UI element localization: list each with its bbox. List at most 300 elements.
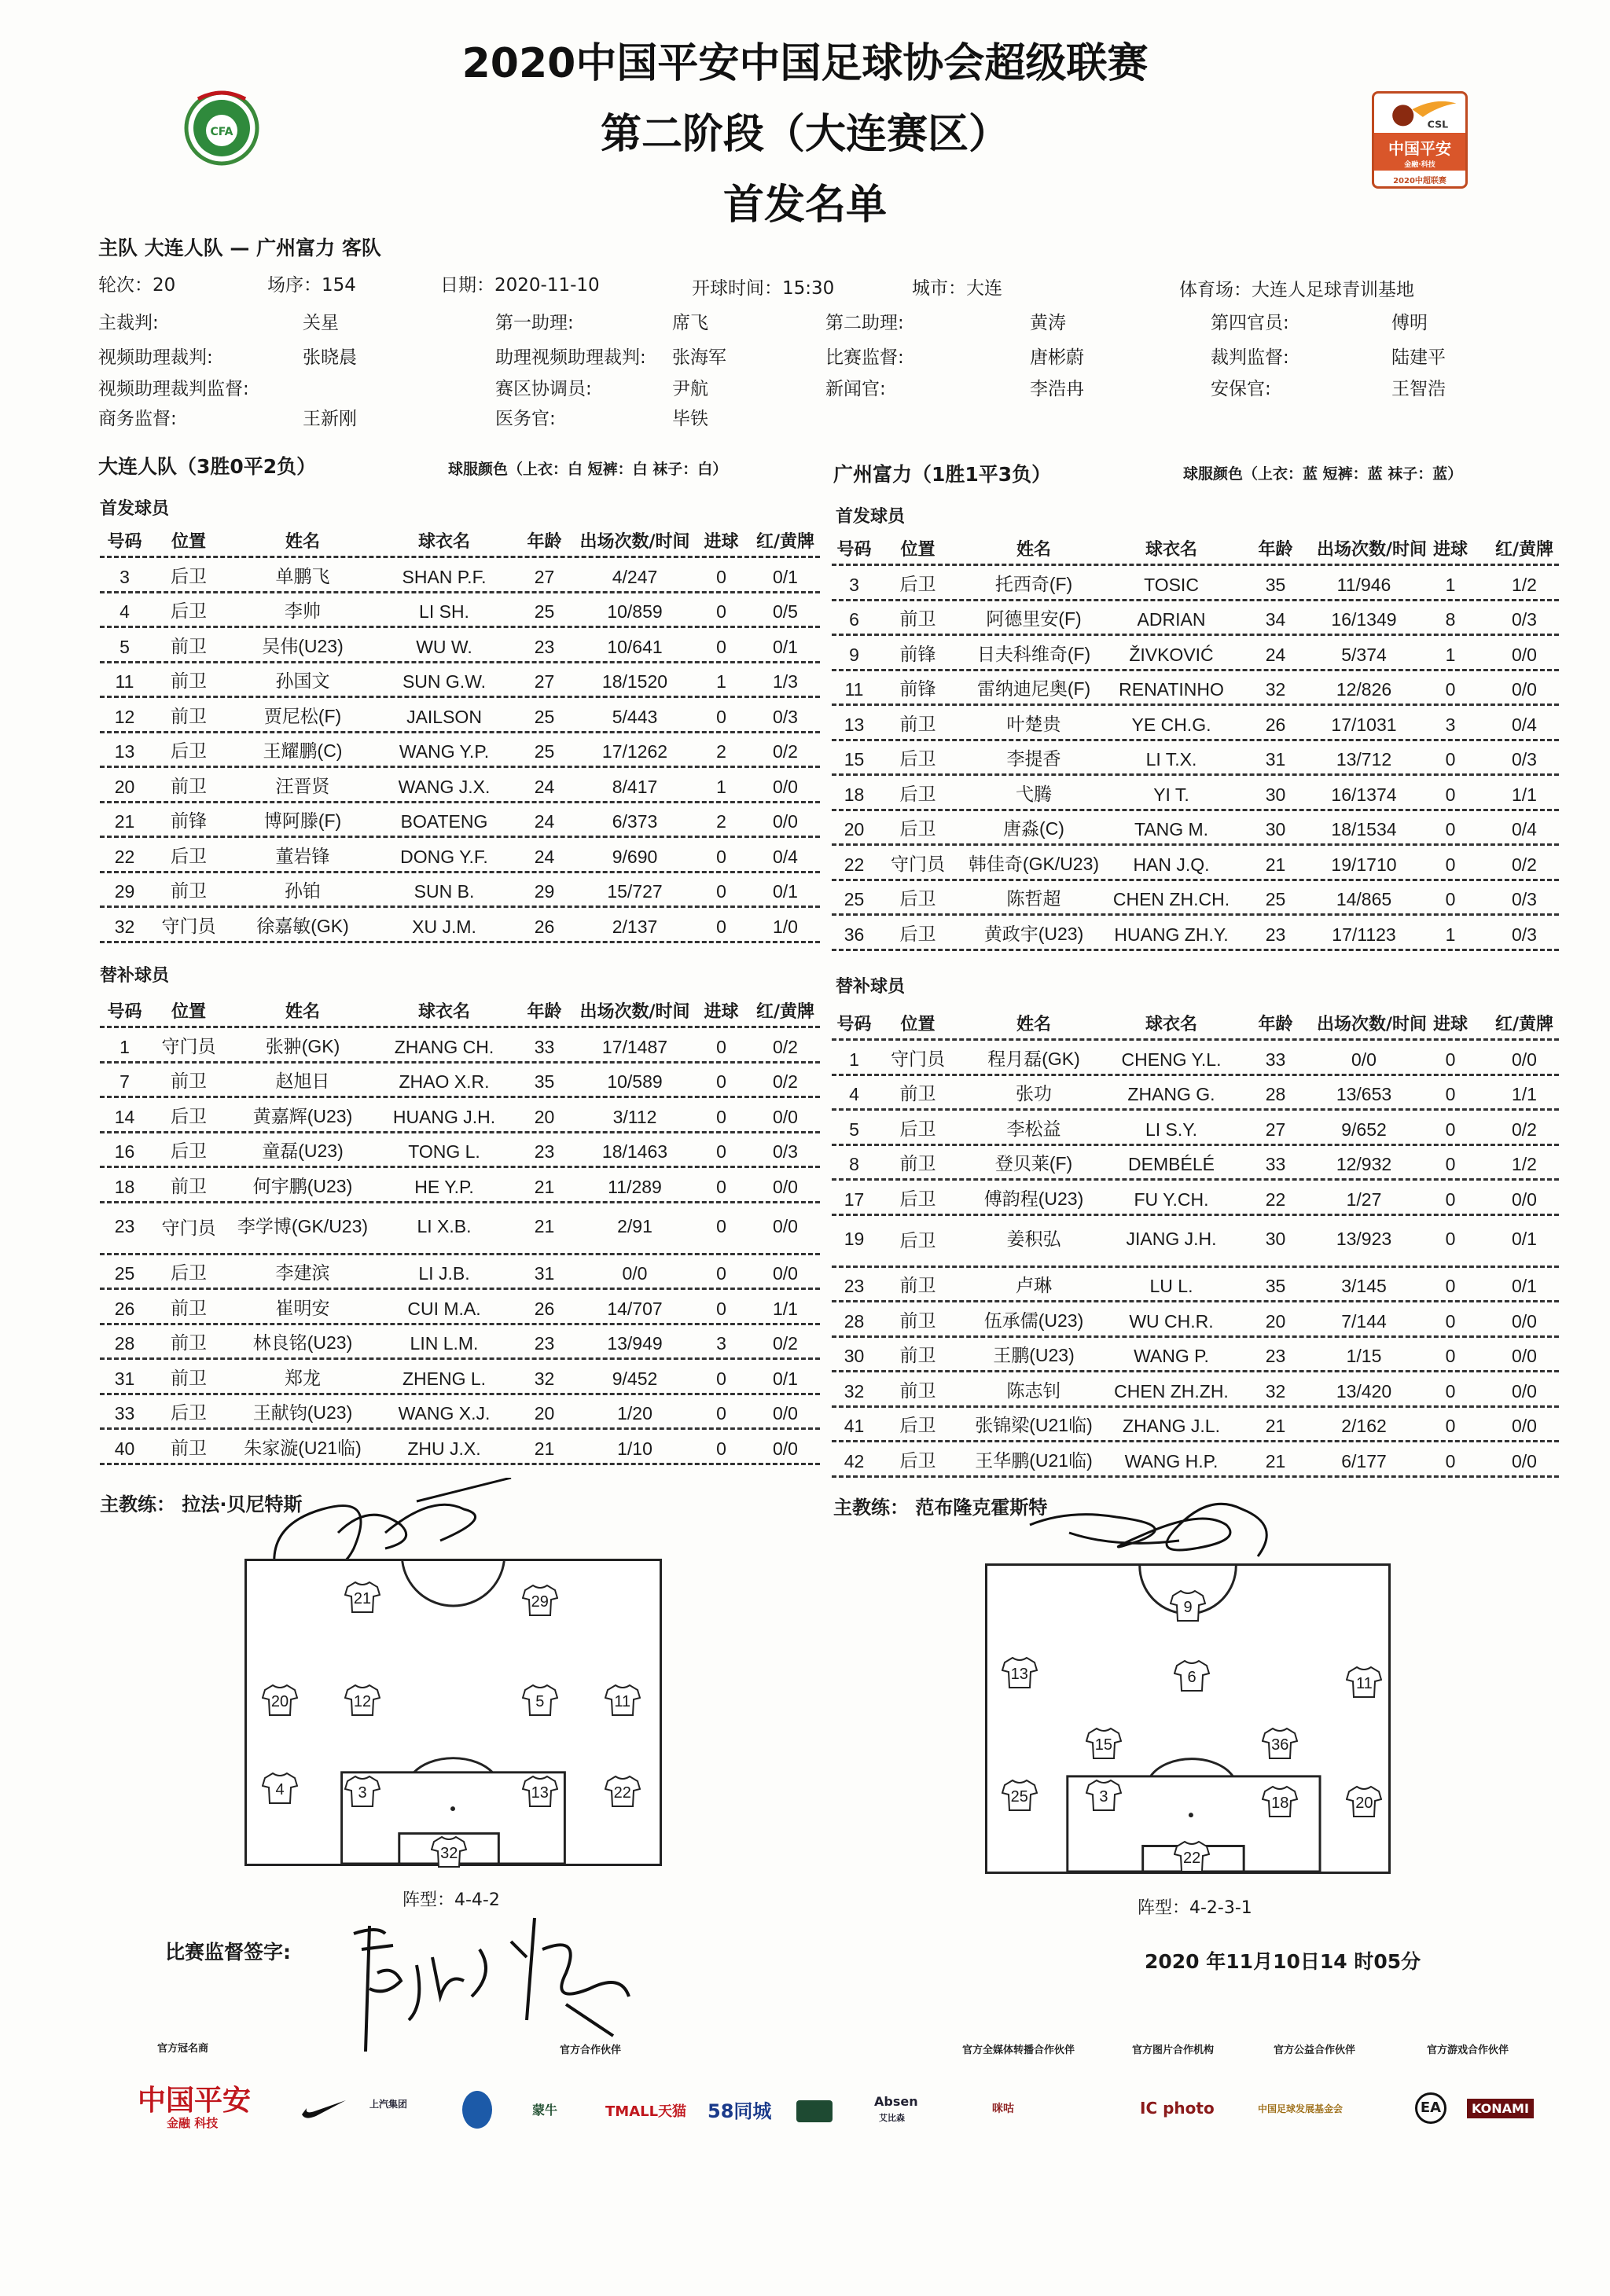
player-name: 贾尼松(F)	[263, 705, 342, 726]
table-row	[832, 916, 1559, 951]
player-age: 32	[1265, 1380, 1286, 1401]
player-name: 林良铭(U23)	[252, 1332, 353, 1353]
jersey-icon	[1002, 1779, 1038, 1812]
appearances-minutes: 13/949	[607, 1333, 663, 1354]
red-yellow-cards: 0/0	[773, 1438, 798, 1459]
jersey-icon	[522, 1775, 558, 1808]
table-row	[100, 1064, 820, 1099]
player-number: 23	[114, 1215, 135, 1236]
home-subs-table	[100, 997, 820, 1465]
red-yellow-cards: 0/0	[1512, 1188, 1537, 1210]
column-header: 进球	[1432, 540, 1468, 560]
red-yellow-cards: 1/1	[1512, 784, 1537, 805]
sponsor-label-photo: 官方图片合作机构	[1132, 2044, 1215, 2056]
player-number: 1	[849, 1049, 859, 1070]
shirt-name: SHAN P.F.	[402, 566, 487, 587]
player-age: 34	[1265, 609, 1286, 630]
jersey-icon	[1086, 1779, 1122, 1812]
player-age: 21	[1265, 854, 1286, 875]
column-header: 号码	[107, 532, 142, 552]
player-position: 前卫	[171, 1297, 207, 1318]
player-age: 23	[1265, 924, 1286, 945]
goals: 0	[716, 601, 726, 622]
player-position: 前卫	[899, 1083, 936, 1104]
player-name: 雷纳迪尼奥(F)	[976, 678, 1091, 699]
table-row	[100, 803, 820, 839]
red-yellow-cards: 0/0	[1512, 679, 1537, 700]
column-header: 红/黄牌	[1494, 1015, 1554, 1034]
jersey-number: 15	[1094, 1736, 1113, 1754]
shirt-name: HUANG J.H.	[392, 1106, 496, 1127]
shirt-name: TONG L.	[408, 1141, 480, 1162]
player-age: 31	[534, 1263, 555, 1284]
player-number: 33	[114, 1403, 135, 1424]
goals: 0	[1445, 1450, 1456, 1471]
shirt-name: ZHANG CH.	[394, 1036, 494, 1057]
player-position: 后卫	[899, 1415, 936, 1435]
player-number: 11	[115, 671, 134, 692]
official-name: 陆建平	[1391, 347, 1446, 368]
shirt-name: HUANG ZH.Y.	[1114, 924, 1229, 945]
red-yellow-cards: 0/0	[773, 811, 798, 832]
mengniu-logo: 蒙牛	[532, 2103, 558, 2118]
player-age: 35	[1265, 574, 1286, 595]
goals: 3	[1445, 714, 1456, 735]
player-position: 前卫	[899, 1275, 936, 1295]
goals: 3	[716, 1333, 726, 1354]
column-header: 出场次数/时间	[579, 1002, 690, 1022]
table-row	[100, 1255, 820, 1291]
table-row	[832, 1372, 1559, 1408]
goals: 0	[716, 1141, 726, 1162]
player-position: 前卫	[899, 1345, 936, 1365]
red-yellow-cards: 0/0	[773, 1176, 798, 1197]
csl-season: 2020中超联赛	[1393, 177, 1446, 186]
appearances-minutes: 16/1349	[1331, 609, 1397, 630]
player-name: 孙国文	[275, 670, 330, 691]
shirt-name: CUI M.A.	[407, 1298, 481, 1319]
player-age: 26	[534, 916, 555, 937]
table-row	[832, 776, 1559, 811]
player-age: 35	[1265, 1276, 1286, 1296]
player-age: 23	[534, 1333, 555, 1354]
jersey-number: 6	[1187, 1669, 1196, 1687]
red-yellow-cards: 0/3	[1512, 749, 1537, 770]
home-kit-colors: 球服颜色（上衣：白 短裤：白 袜子：白）	[448, 461, 728, 478]
player-position: 前卫	[171, 1071, 207, 1091]
shirt-name: RENATINHO	[1119, 679, 1224, 700]
red-yellow-cards: 0/2	[773, 1036, 798, 1057]
konami-logo: KONAMI	[1467, 2099, 1534, 2118]
player-position: 前卫	[171, 635, 207, 656]
goals: 0	[1445, 1416, 1456, 1436]
home-starters-label: 首发球员	[100, 499, 170, 519]
goals: 0	[1445, 749, 1456, 770]
player-position: 后卫	[899, 1449, 936, 1471]
player-number: 31	[114, 1368, 135, 1389]
jersey-number: 13	[1010, 1666, 1028, 1684]
shirt-name: HAN J.Q.	[1133, 854, 1210, 875]
red-yellow-cards: 0/0	[1512, 1380, 1537, 1401]
player-position: 前卫	[899, 1310, 936, 1331]
table-row	[100, 1098, 820, 1133]
player-position: 前卫	[171, 1437, 207, 1458]
player-number: 14	[114, 1106, 135, 1127]
player-position: 守门员	[161, 1035, 216, 1056]
player-position: 后卫	[899, 1229, 936, 1251]
player-number: 6	[849, 609, 859, 630]
red-yellow-cards: 0/4	[773, 846, 798, 867]
goals: 0	[716, 1298, 726, 1319]
player-name: 登贝莱(F)	[994, 1153, 1073, 1174]
shirt-name: LIN L.M.	[410, 1333, 479, 1354]
player-name: 童磊(U23)	[262, 1141, 344, 1161]
jersey-icon	[1002, 1656, 1038, 1689]
shirt-name: LI SH.	[419, 601, 469, 622]
player-position: 后卫	[171, 1141, 207, 1161]
goals: 0	[1445, 854, 1456, 875]
shirt-name: CHEN ZH.CH.	[1112, 889, 1230, 909]
sponsor-label-charity: 官方公益合作伙伴	[1274, 2044, 1356, 2056]
official-label: 第一助理:	[495, 313, 574, 333]
jersey-icon	[1086, 1727, 1122, 1760]
jersey-number: 22	[613, 1784, 631, 1802]
shirt-name: SUN B.	[414, 881, 475, 902]
appearances-minutes: 4/247	[612, 566, 658, 587]
player-name: 伍承儒(U23)	[983, 1310, 1084, 1331]
appearances-minutes: 18/1463	[601, 1141, 668, 1162]
away-team-record: 广州富力（1胜1平3负）	[833, 463, 1052, 486]
red-yellow-cards: 0/3	[1512, 889, 1537, 909]
table-row	[832, 1076, 1559, 1111]
appearances-minutes: 7/144	[1341, 1310, 1387, 1332]
player-number: 19	[844, 1228, 865, 1249]
player-number: 25	[844, 889, 865, 909]
appearances-minutes: 6/373	[612, 811, 658, 832]
official-name: 席飞	[672, 313, 708, 333]
player-age: 30	[1265, 784, 1286, 805]
player-age: 23	[534, 1141, 555, 1162]
player-name: 陈志钊	[1006, 1379, 1061, 1401]
player-age: 21	[534, 1215, 555, 1236]
player-number: 13	[844, 714, 865, 735]
appearances-minutes: 14/865	[1336, 889, 1392, 909]
red-yellow-cards: 0/2	[773, 1333, 798, 1354]
player-position: 前锋	[899, 678, 936, 699]
stadium: 体育场：大连人足球青训基地	[1179, 280, 1414, 300]
appearances-minutes: 11/946	[1336, 574, 1391, 595]
player-age: 20	[534, 1106, 555, 1127]
home-coach: 主教练： 拉法·贝尼特斯	[100, 1493, 303, 1515]
goals: 0	[716, 1071, 726, 1092]
red-yellow-cards: 0/2	[773, 741, 798, 762]
goals: 0	[1445, 1049, 1456, 1070]
player-age: 24	[534, 846, 555, 867]
column-header: 号码	[107, 1002, 142, 1022]
appearances-minutes: 16/1374	[1331, 784, 1397, 805]
player-position: 前卫	[171, 775, 207, 796]
player-position: 前卫	[899, 608, 936, 629]
player-number: 32	[844, 1380, 865, 1401]
player-number: 30	[844, 1346, 865, 1366]
column-header: 年龄	[1258, 1015, 1293, 1034]
column-header: 号码	[836, 1015, 872, 1034]
table-row	[832, 1216, 1559, 1268]
official-label: 助理视频助理裁判:	[495, 347, 646, 368]
red-yellow-cards: 0/0	[773, 1215, 798, 1236]
official-label: 视频助理裁判监督:	[98, 379, 249, 399]
player-name: 崔明安	[275, 1297, 330, 1318]
red-yellow-cards: 0/2	[773, 1071, 798, 1092]
player-number: 13	[114, 741, 135, 762]
shirt-name: YI T.	[1153, 784, 1189, 805]
player-name: 赵旭日	[275, 1071, 330, 1091]
player-name: 李建滨	[275, 1262, 330, 1283]
table-row	[100, 1133, 820, 1169]
shirt-name: WANG H.P.	[1124, 1450, 1219, 1471]
goals: 0	[1445, 819, 1456, 839]
nike-swoosh-icon	[300, 2097, 347, 2121]
red-yellow-cards: 0/1	[773, 566, 798, 587]
column-header: 姓名	[285, 1002, 320, 1022]
player-age: 25	[534, 706, 555, 727]
player-age: 32	[1265, 679, 1286, 700]
player-name: 李提香	[1006, 748, 1061, 769]
table-row	[100, 1395, 820, 1431]
jersey-number: 21	[353, 1590, 372, 1608]
ea-logo: EA	[1415, 2092, 1446, 2124]
jersey-number: 9	[1183, 1598, 1193, 1616]
home-starters-table	[100, 527, 820, 943]
goals: 1	[716, 776, 726, 797]
icphoto-logo: IC photo	[1140, 2099, 1215, 2118]
player-age: 27	[534, 566, 555, 587]
table-row	[100, 698, 820, 733]
official-label: 赛区协调员:	[495, 379, 592, 399]
shirt-name: DONG Y.F.	[400, 846, 488, 867]
player-number: 18	[844, 784, 865, 805]
player-number: 20	[114, 776, 135, 797]
table-row	[100, 733, 820, 769]
shirt-name: ZHANG J.L.	[1123, 1416, 1220, 1436]
player-age: 24	[1265, 644, 1286, 665]
player-name: 托西奇(F)	[994, 573, 1073, 594]
csl-logo	[1372, 91, 1468, 189]
kickoff-time: 开球时间：15:30	[692, 278, 835, 299]
shirt-name: WANG X.J.	[398, 1403, 491, 1424]
player-position: 前卫	[171, 1367, 207, 1388]
appearances-minutes: 17/1487	[601, 1036, 668, 1057]
player-number: 9	[849, 644, 859, 665]
goals: 2	[716, 811, 726, 832]
shirt-name: JIANG J.H.	[1126, 1228, 1217, 1249]
csl-sponsor-sub: 金融·科技	[1404, 161, 1435, 169]
table-header	[100, 997, 820, 1028]
player-age: 26	[534, 1298, 555, 1319]
table-row	[100, 1430, 820, 1465]
red-yellow-cards: 0/1	[773, 881, 798, 902]
player-position: 前锋	[171, 810, 207, 831]
player-position: 前卫	[899, 1153, 936, 1174]
official-name: 尹航	[672, 379, 708, 399]
player-age: 23	[534, 636, 555, 657]
player-age: 20	[534, 1403, 555, 1424]
official-label: 比赛监督:	[825, 347, 904, 368]
table-row	[832, 881, 1559, 917]
appearances-minutes: 9/690	[612, 846, 658, 867]
goals: 0	[716, 636, 726, 657]
absen-sub: 艾比森	[879, 2113, 905, 2123]
table-row	[100, 838, 820, 873]
player-age: 21	[534, 1176, 555, 1197]
home-subs-label: 替补球员	[100, 966, 170, 986]
away-coach-signature	[1022, 1478, 1305, 1572]
goals: 0	[1445, 679, 1456, 700]
appearances-minutes: 17/1031	[1331, 714, 1397, 735]
jersey-number: 13	[531, 1784, 549, 1802]
table-row	[832, 1338, 1559, 1373]
shirt-name: FU Y.CH.	[1134, 1188, 1209, 1210]
appearances-minutes: 0/0	[1351, 1049, 1377, 1070]
player-age: 32	[534, 1368, 555, 1389]
jersey-icon	[1170, 1589, 1206, 1622]
shirt-name: ZHENG L.	[402, 1368, 487, 1389]
table-row	[100, 1203, 820, 1255]
official-name: 李浩冉	[1030, 379, 1084, 399]
table-header	[832, 1009, 1559, 1041]
appearances-minutes: 2/162	[1341, 1416, 1387, 1436]
shirt-name: WANG Y.P.	[399, 741, 490, 762]
red-yellow-cards: 0/0	[1512, 1450, 1537, 1471]
teams-line: 主队 大连人队 — 广州富力 客队	[98, 237, 381, 259]
player-position: 后卫	[171, 1262, 207, 1283]
column-header: 球衣名	[417, 1002, 470, 1022]
sponsor-label-title: 官方冠名商	[157, 2043, 209, 2055]
table-row	[100, 663, 820, 699]
goals: 0	[716, 1263, 726, 1284]
player-name: 张翀(GK)	[265, 1035, 340, 1056]
player-name: 王华鹏(U21临)	[975, 1449, 1093, 1471]
player-position: 后卫	[899, 818, 936, 839]
player-position: 前锋	[899, 643, 936, 664]
home-formation: 阵型：4-4-2	[402, 1890, 500, 1910]
jersey-number: 36	[1271, 1736, 1289, 1754]
red-yellow-cards: 1/2	[1512, 1154, 1537, 1174]
player-name: 单鹏飞	[275, 565, 330, 586]
shirt-name: ZHAO X.R.	[399, 1071, 490, 1092]
player-name: 黄政宇(U23)	[983, 923, 1084, 944]
player-position: 后卫	[899, 888, 936, 909]
player-age: 33	[1265, 1154, 1286, 1174]
goals: 0	[1445, 1380, 1456, 1401]
table-row	[832, 1302, 1559, 1338]
table-row	[100, 1325, 820, 1361]
player-number: 12	[114, 706, 135, 727]
goals: 0	[716, 1176, 726, 1197]
city: 城市：大连	[912, 278, 1002, 299]
appearances-minutes: 18/1534	[1331, 819, 1397, 839]
shirt-name: LI T.X.	[1145, 749, 1197, 770]
jersey-number: 3	[358, 1784, 367, 1802]
player-name: 朱家漩(U21临)	[244, 1437, 362, 1458]
absen-logo: Absen	[874, 2094, 918, 2109]
table-row	[100, 1290, 820, 1325]
player-age: 30	[1265, 1228, 1286, 1249]
player-age: 26	[1265, 714, 1286, 735]
appearances-minutes: 17/1123	[1332, 924, 1396, 945]
appearances-minutes: 13/420	[1336, 1380, 1392, 1401]
title-line-1: 2020中国平安中国足球协会超级联赛	[461, 40, 1149, 87]
player-age: 25	[534, 741, 555, 762]
player-name: 王鹏(U23)	[993, 1345, 1075, 1365]
jersey-icon	[1174, 1840, 1210, 1873]
player-age: 20	[1265, 1310, 1286, 1332]
shirt-name: LU L.	[1149, 1276, 1193, 1296]
player-number: 17	[844, 1188, 865, 1210]
jersey-icon	[344, 1775, 380, 1808]
goals: 0	[1445, 1346, 1456, 1366]
player-name: 王耀鹏(C)	[263, 740, 343, 761]
player-position: 后卫	[899, 923, 936, 944]
red-yellow-cards: 1/2	[1512, 574, 1537, 595]
goals: 1	[1445, 574, 1456, 595]
jersey-number: 5	[535, 1693, 545, 1711]
player-number: 32	[114, 916, 135, 937]
jersey-number: 32	[440, 1844, 458, 1862]
player-number: 42	[844, 1450, 865, 1471]
jersey-number: 18	[1271, 1794, 1289, 1812]
appearances-minutes: 10/589	[607, 1071, 663, 1092]
match-date: 日期：2020-11-10	[440, 275, 600, 296]
appearances-minutes: 9/452	[612, 1368, 658, 1389]
jersey-icon	[1346, 1785, 1382, 1818]
column-header: 年龄	[1258, 540, 1293, 560]
red-yellow-cards: 0/0	[773, 1106, 798, 1127]
red-yellow-cards: 0/0	[773, 776, 798, 797]
red-yellow-cards: 0/3	[773, 1141, 798, 1162]
player-age: 25	[1265, 889, 1286, 909]
shirt-name: SUN G.W.	[402, 671, 487, 692]
appearances-minutes: 18/1520	[601, 671, 668, 692]
player-number: 5	[849, 1119, 859, 1140]
goals: 8	[1445, 609, 1456, 630]
red-yellow-cards: 0/5	[773, 601, 798, 622]
shirt-name: ZHANG G.	[1127, 1084, 1215, 1104]
player-age: 24	[534, 776, 555, 797]
table-row	[832, 1268, 1559, 1303]
tmall-logo: TMALL天猫	[605, 2103, 687, 2120]
goals: 0	[716, 1438, 726, 1459]
player-number: 28	[844, 1310, 865, 1332]
official-label: 商务监督:	[98, 409, 177, 429]
player-number: 3	[849, 574, 859, 595]
table-row	[832, 1442, 1559, 1478]
player-age: 31	[1265, 749, 1286, 770]
goals: 1	[1445, 644, 1456, 665]
official-label: 新闻官:	[825, 379, 886, 399]
red-yellow-cards: 0/0	[1512, 1310, 1537, 1332]
player-name: 张功	[1016, 1083, 1052, 1104]
goals: 0	[716, 1215, 726, 1236]
player-position: 后卫	[899, 748, 936, 769]
shirt-name: ADRIAN	[1137, 609, 1206, 630]
red-yellow-cards: 0/1	[773, 1368, 798, 1389]
player-name: 程月磊(GK)	[987, 1048, 1080, 1069]
goals: 0	[716, 846, 726, 867]
goals: 0	[1445, 1084, 1456, 1104]
player-age: 24	[534, 811, 555, 832]
player-name: 董岩锋	[275, 845, 330, 866]
